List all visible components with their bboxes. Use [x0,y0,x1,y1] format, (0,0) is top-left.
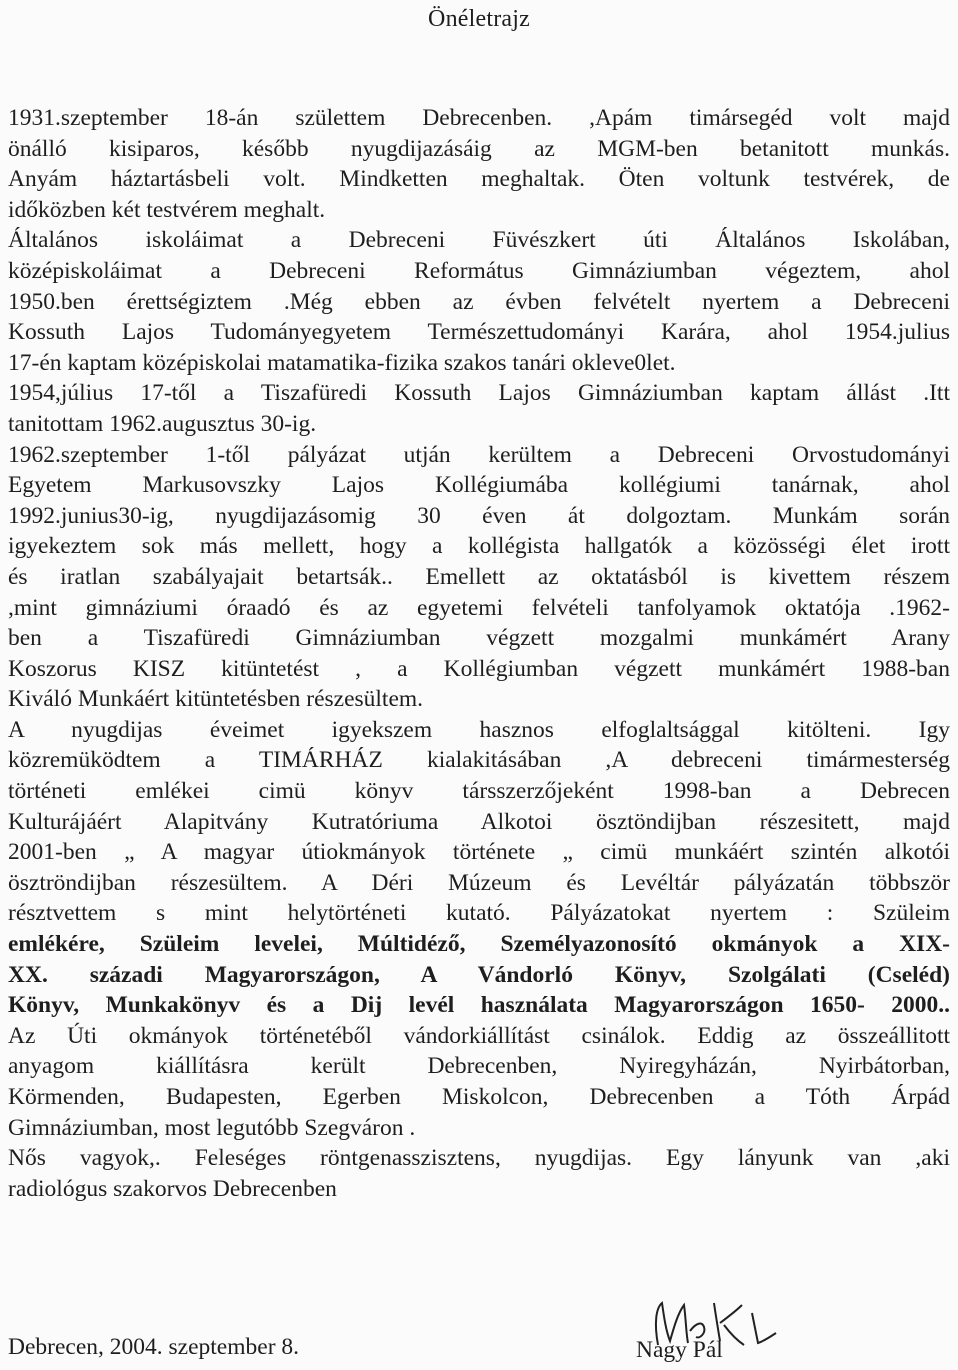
text-line: radiológus szakorvos Debrecenben [8,1175,337,1202]
text-line: Gimnáziumban, most legutóbb Szegváron . [8,1114,416,1141]
text-line: Általános iskoláimat a Debreceni Füvészkert úti Általános Iskolában, [8,227,950,254]
text-line: A nyugdijas éveimet igyekszem hasznos elfoglaltsággal kitölteni. Igy [8,716,950,743]
text-line: emlékére, Szüleim levelei, Múltidéző, Személyazonosító okmányok a XIX- [8,931,950,958]
text-line: 1992.junius30-ig, nyugdijazásomig 30 éven át dolgoztam. Munkám során [8,502,950,529]
text-line: középiskoláimat a Debreceni Református Gimnáziumban végeztem, ahol [8,257,950,284]
text-line: 1962.szeptember 1-től pályázat utján kerültem a Debreceni Orvostudományi [8,441,950,468]
text-line: tanitottam 1962.augusztus 30-ig. [8,410,317,437]
text-line: önálló kisiparos, később nyugdijazásáig az MGM-ben betanitott munkás. [8,135,950,162]
document-title: Önéletrajz [428,6,530,32]
text-line: 2001-ben „ A magyar útiokmányok története „ cimü munkáért szintén alkotói [8,839,950,866]
text-line: Kiváló Munkáért kitüntetésben részesültem. [8,686,424,713]
text-line: Kossuth Lajos Tudományegyetem Természettudományi Karára, ahol 1954.julius [8,319,950,346]
text-line: ben a Tiszafüredi Gimnáziumban végzett mozgalmi munkámért Arany [8,625,950,652]
text-line: közremüködtem a TIMÁRHÁZ kialakitásában ,A debreceni timármesterség [8,747,950,774]
place-and-date: Debrecen, 2004. szeptember 8. [8,1334,300,1360]
text-line: Az Úti okmányok történetéből vándorkiállítást csinálok. Eddig az összeállitott [8,1022,950,1049]
text-line: Anyám háztartásbeli volt. Mindketten meghaltak. Öten voltunk testvérek, de [8,166,950,193]
signatory-name: Nagy Pál [636,1337,723,1363]
text-line: XX. századi Magyarországon, A Vándorló Könyv, Szolgálati (Cseléd) [8,961,950,988]
text-line: Koszorus KISZ kitüntetést , a Kollégiumban végzett munkámért 1988-ban [8,655,950,682]
text-line: 1950.ben érettségiztem .Még ebben az évben felvételt nyertem a Debreceni [8,288,950,315]
text-line: Nős vagyok,. Feleséges röntgenasszisztens, nyugdijas. Egy lányunk van ,aki [8,1145,950,1172]
text-line: 17-én kaptam középiskolai matamatika-fizika szakos tanári okleve0let. [8,349,676,376]
text-line: Körmenden, Budapesten, Egerben Miskolcon, Debrecenben a Tóth Árpád [8,1084,950,1110]
text-line: történeti emlékei cimü könyv társszerzőjeként 1998-ban a Debrecen [8,778,950,805]
text-line: résztvettem s mint helytörténeti kutató. Pályázatokat nyertem : Szüleim [8,900,950,927]
text-line: 1954,július 17-től a Tiszafüredi Kossuth Lajos Gimnáziumban kaptam állást .Itt [8,380,950,407]
text-line: és iratlan szabályajait betartsák.. Emellett az oktatásból is kivettem részem [8,563,950,590]
text-line: anyagom kiállításra került Debrecenben, Nyiregyházán, Nyirbátorban, [8,1053,950,1080]
document-body [8,103,950,1204]
text-line: igyekeztem sok más mellett, hogy a kollégista hallgatók a közösségi élet irott [8,533,950,560]
text-line: ösztröndijban részesültem. A Déri Múzeum és Levéltár pályázatán többször [8,869,950,896]
text-line: Kulturájáért Alapitvány Kutratóriuma Alkotoi ösztöndijban részesitett, majd [8,808,950,835]
text-line: 1931.szeptember 18-án születtem Debrecenben. ,Apám timársegéd volt majd [8,105,950,131]
text-line: Egyetem Markusovszky Lajos Kollégiumába kollégiumi tanárnak, ahol [8,472,950,499]
text-line: Könyv, Munkakönyv és a Dij levél használata Magyarországon 1650- 2000.. [8,992,950,1019]
text-line: időközben két testvérem meghalt. [8,196,326,223]
text-line: ,mint gimnáziumi óraadó és az egyetemi felvételi tanfolyamok oktatója .1962- [8,594,950,621]
